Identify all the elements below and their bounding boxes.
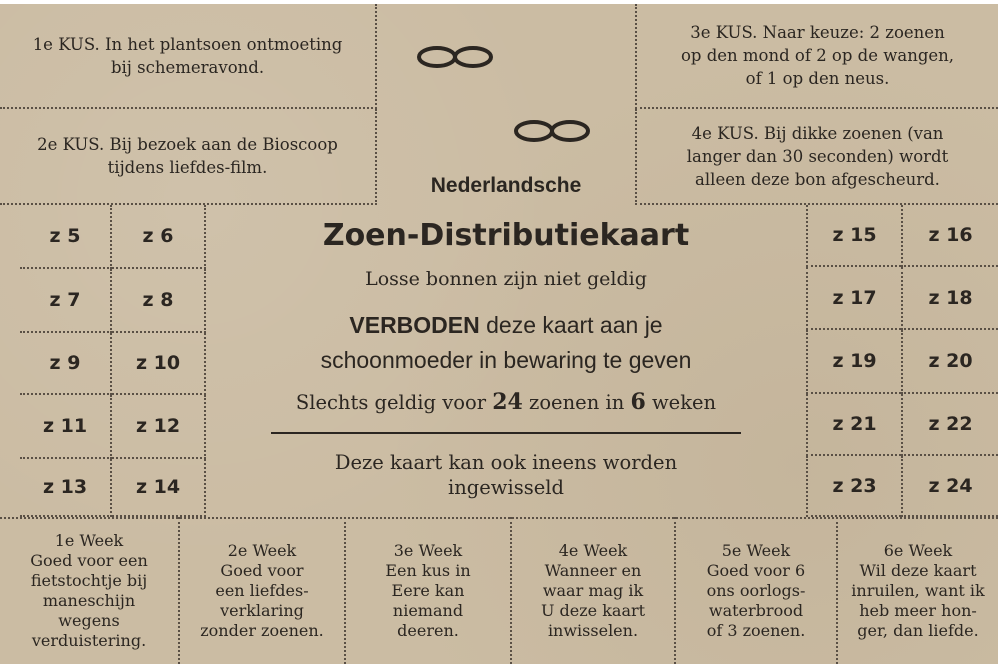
warning-line-1 xyxy=(206,312,806,339)
kus-2-line-2: tijdens liefdes-film. xyxy=(107,158,268,177)
week-coupon-3[interactable] xyxy=(346,517,512,664)
week-5-line: Goed voor 6 xyxy=(706,560,806,580)
validity-kisses-count: 24 xyxy=(492,389,523,415)
kus-coupon-2[interactable] xyxy=(0,109,377,205)
coupon-z16[interactable]: z 16 xyxy=(901,205,998,267)
week-3-line: niemand xyxy=(392,600,464,620)
week-3-line: Eere kan xyxy=(391,580,465,600)
kus-1-line-1: 1e KUS. In het plantsoen ontmoeting xyxy=(32,34,343,54)
exchange-line-2: ingewisseld xyxy=(447,476,565,499)
week-1-line: verduistering. xyxy=(31,630,147,650)
distribution-card xyxy=(0,4,998,664)
week-coupon-1[interactable] xyxy=(0,517,180,664)
coupon-z17[interactable]: z 17 xyxy=(806,267,901,330)
coupon-z19[interactable]: z 19 xyxy=(806,330,901,394)
validity-part-a: Slechts geldig voor xyxy=(295,391,493,414)
week-1-line: fietstochtje bij xyxy=(30,570,148,590)
week-1-line: Goed voor een xyxy=(30,550,148,570)
coupon-z12[interactable]: z 12 xyxy=(112,395,206,459)
week-2-line: verklaring xyxy=(220,600,304,620)
week-6-line: ger, dan liefde. xyxy=(857,620,979,640)
week-1-line: maneschijn xyxy=(42,590,136,610)
week-2-line: zonder zoenen. xyxy=(200,620,324,640)
card-heading-nederlandsche: Nederlandsche xyxy=(430,174,582,197)
week-coupon-4[interactable] xyxy=(512,517,676,664)
kus-4-line-2: langer dan 30 seconden) wordt xyxy=(686,146,949,166)
kus-coupon-4[interactable] xyxy=(635,109,998,205)
kus-1-line-2: bij schemeravond. xyxy=(110,57,265,77)
kus-4-line-1: 4e KUS. Bij dikke zoenen (van xyxy=(691,123,944,143)
week-4-line: waar mag ik xyxy=(542,580,644,600)
week-5-line: of 3 zoenen. xyxy=(706,620,806,640)
week-6-line: heb meer hon- xyxy=(859,600,977,620)
week-4-title: 4e Week xyxy=(558,540,628,560)
coupon-z23[interactable]: z 23 xyxy=(806,456,901,517)
week-6-line: Wil deze kaart xyxy=(859,560,977,580)
kus-4-line-3: alleen deze bon afgescheurd. xyxy=(695,169,940,189)
exchange-line-1: Deze kaart kan ook ineens worden xyxy=(334,451,678,474)
kus-2-line-1: 2e KUS. Bij bezoek aan de Bioscoop xyxy=(37,135,338,154)
week-4-line: inwisselen. xyxy=(547,620,639,640)
card-subtitle: Losse bonnen zijn niet geldig xyxy=(365,268,647,290)
coupon-z18[interactable]: z 18 xyxy=(901,267,998,330)
week-4-line: Wanneer en xyxy=(544,560,642,580)
coupon-z24[interactable]: z 24 xyxy=(901,456,998,517)
week-3-title: 3e Week xyxy=(393,540,463,560)
validity-line xyxy=(206,389,806,415)
week-3-line: deeren. xyxy=(397,620,459,640)
week-5-line: waterbrood xyxy=(708,600,804,620)
coupon-z8[interactable]: z 8 xyxy=(112,269,206,333)
week-2-line: Goed voor xyxy=(220,560,304,580)
validity-part-b: zoenen in xyxy=(522,391,631,414)
coupon-z21[interactable]: z 21 xyxy=(806,394,901,456)
week-1-line: wegens xyxy=(58,610,120,630)
card-title: Zoen-Distributiekaart xyxy=(322,218,690,253)
week-5-title: 5e Week xyxy=(721,540,791,560)
coupon-z20[interactable]: z 20 xyxy=(901,330,998,394)
rings-icon xyxy=(415,42,497,72)
validity-part-c: weken xyxy=(645,391,717,414)
coupon-z15[interactable]: z 15 xyxy=(806,205,901,267)
kus-coupon-1[interactable] xyxy=(0,4,377,109)
kus-3-line-1: 3e KUS. Naar keuze: 2 zoenen xyxy=(690,23,945,42)
week-2-line: een liefdes- xyxy=(215,580,309,600)
divider-line xyxy=(271,432,741,434)
coupon-z14[interactable]: z 14 xyxy=(112,459,206,517)
week-5-line: ons oorlogs- xyxy=(706,580,806,600)
kus-coupon-3[interactable] xyxy=(635,4,998,109)
week-2-title: 2e Week xyxy=(227,540,297,560)
coupon-z7[interactable]: z 7 xyxy=(20,269,112,333)
week-1-title: 1e Week xyxy=(54,530,124,550)
week-coupon-6[interactable] xyxy=(838,517,998,664)
coupon-z13[interactable]: z 13 xyxy=(20,459,112,517)
warning-line-2: schoonmoeder in bewaring te geven xyxy=(320,347,692,373)
coupon-z10[interactable]: z 10 xyxy=(112,333,206,395)
coupon-z11[interactable]: z 11 xyxy=(20,395,112,459)
warning-bold: VERBODEN xyxy=(349,312,480,338)
warning-rest: deze kaart aan je xyxy=(479,312,663,338)
week-strip-divider xyxy=(0,517,998,519)
week-4-line: U deze kaart xyxy=(540,600,646,620)
validity-weeks-count: 6 xyxy=(630,389,646,415)
week-coupon-5[interactable] xyxy=(676,517,838,664)
coupon-z6[interactable]: z 6 xyxy=(112,205,206,269)
rings-icon-2 xyxy=(512,116,594,146)
kus-3-line-3: of 1 op den neus. xyxy=(745,69,890,88)
coupon-z9[interactable]: z 9 xyxy=(20,333,112,395)
week-6-title: 6e Week xyxy=(883,540,953,560)
week-6-line: inruilen, want ik xyxy=(851,580,985,600)
coupon-z22[interactable]: z 22 xyxy=(901,394,998,456)
coupon-z5[interactable]: z 5 xyxy=(20,205,112,269)
kus-3-line-2: op den mond of 2 op de wangen, xyxy=(680,46,955,65)
week-3-line: Een kus in xyxy=(385,560,471,580)
week-coupon-2[interactable] xyxy=(180,517,346,664)
